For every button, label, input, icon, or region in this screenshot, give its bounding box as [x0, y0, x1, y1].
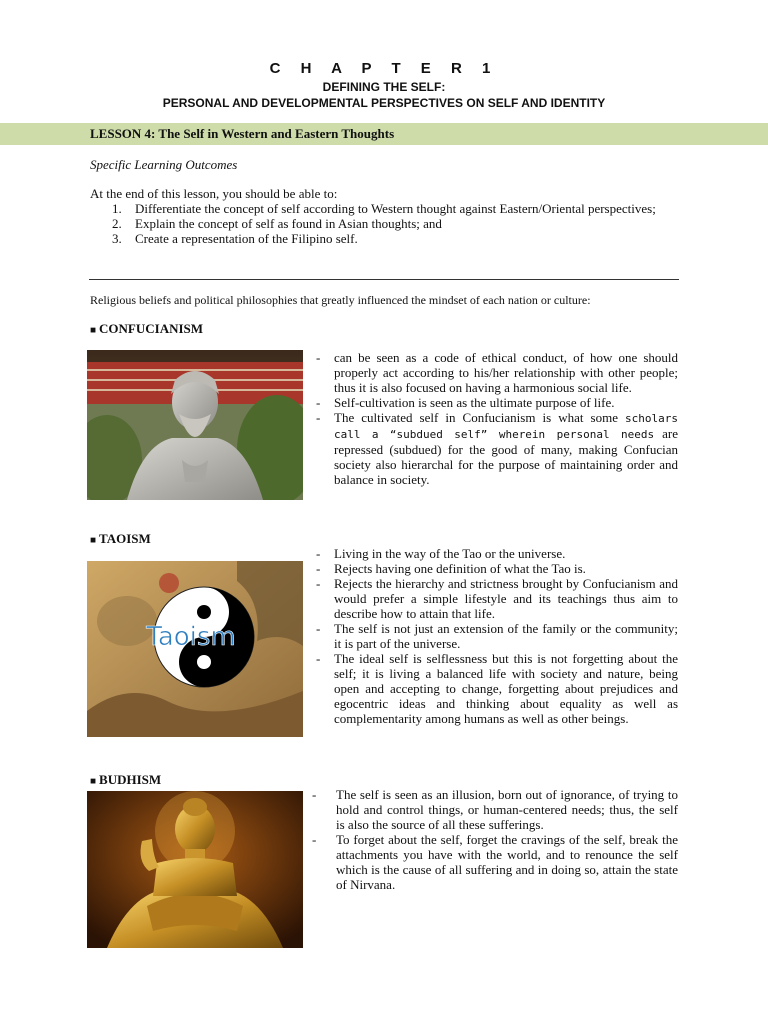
- square-bullet-icon: ■: [90, 325, 97, 336]
- list-item: - The cultivated self in Confucianism is what some scholars call a “subdued self” wherein personal needs are repressed (subdued) for the good of many, making Confucian society also hierarchal for the purpose of maintaining order and balance in society.: [316, 410, 678, 487]
- list-item: - To forget about the self, forget the cravings of the self, break the attachments you have with the world, and to renounce the self which is the cause of all suffering and in doing so, attain the state of Nirvana.: [312, 832, 678, 892]
- taoism-heading: ■ TAOISM: [90, 531, 151, 546]
- chapter-subtitle-2: PERSONAL AND DEVELOPMENTAL PERSPECTIVES ON SELF AND IDENTITY: [162, 96, 606, 110]
- square-bullet-icon: ■: [90, 535, 97, 546]
- list-item: - Living in the way of the Tao or the universe.: [316, 546, 566, 561]
- taoism-image-label: Taoism: [146, 622, 236, 652]
- religious-intro: Religious beliefs and political philosophies that greatly influenced the mindset of each nation or culture:: [90, 293, 591, 307]
- taoism-yin-yang-image: [87, 561, 303, 737]
- list-item: - can be seen as a code of ethical conduct, of how one should properly act according to his/her relationship with other people; thus it is also focused on having a harmonious social life.: [316, 350, 678, 395]
- list-item: - Rejects the hierarchy and strictness brought by Confucianism and would prefer a simple lifestyle and its teachings thus aim to describe how to attain that life.: [316, 576, 678, 621]
- outcomes-intro: At the end of this lesson, you should be able to:: [90, 186, 338, 201]
- list-item: 2. Explain the concept of self as found in Asian thoughts; and: [112, 216, 442, 231]
- list-item: - The self is seen as an illusion, born out of ignorance, of trying to hold and control things, or human-centered needs; thus, the self is also the source of all these sufferings.: [312, 787, 678, 832]
- taoism-bullets: [316, 546, 678, 726]
- divider: [89, 279, 679, 280]
- chapter-subtitle: DEFINING THE SELF:: [322, 80, 446, 94]
- confucianism-bullets: [316, 350, 678, 487]
- list-item: 3. Create a representation of the Filipino self.: [112, 231, 358, 246]
- confucianism-heading: ■ CONFUCIANISM: [90, 321, 204, 336]
- list-item: - Rejects having one definition of what the Tao is.: [316, 561, 586, 576]
- list-item: - Self-cultivation is seen as the ultimate purpose of life.: [316, 395, 615, 410]
- lesson-banner: [0, 123, 768, 145]
- buddhism-heading: ■ BUDHISM: [90, 772, 162, 787]
- lesson-title: LESSON 4: The Self in Western and Eastern Thoughts: [90, 126, 395, 141]
- learning-goals-list: [98, 201, 678, 246]
- confucius-statue-image: [87, 350, 303, 500]
- list-item: 1. Differentiate the concept of self according to Western thought against Eastern/Oriental perspectives;: [112, 201, 656, 216]
- list-item: - The self is not just an extension of the family or the community; it is part of the universe.: [316, 621, 678, 651]
- chapter-title: C H A P T E R 1: [269, 60, 499, 77]
- outcomes-heading: Specific Learning Outcomes: [90, 157, 238, 172]
- list-item: - The ideal self is selflessness but this is not forgetting about the self; it is living a balanced life with society and nature, being open and accepting to change, forgetting about prejudices and egocentric ideas and thinking about equality as well as complementarity among humans as well as other beings.: [316, 651, 678, 726]
- buddha-statue-image: [87, 791, 303, 948]
- buddhism-bullets: [312, 787, 678, 892]
- square-bullet-icon: ■: [90, 776, 97, 787]
